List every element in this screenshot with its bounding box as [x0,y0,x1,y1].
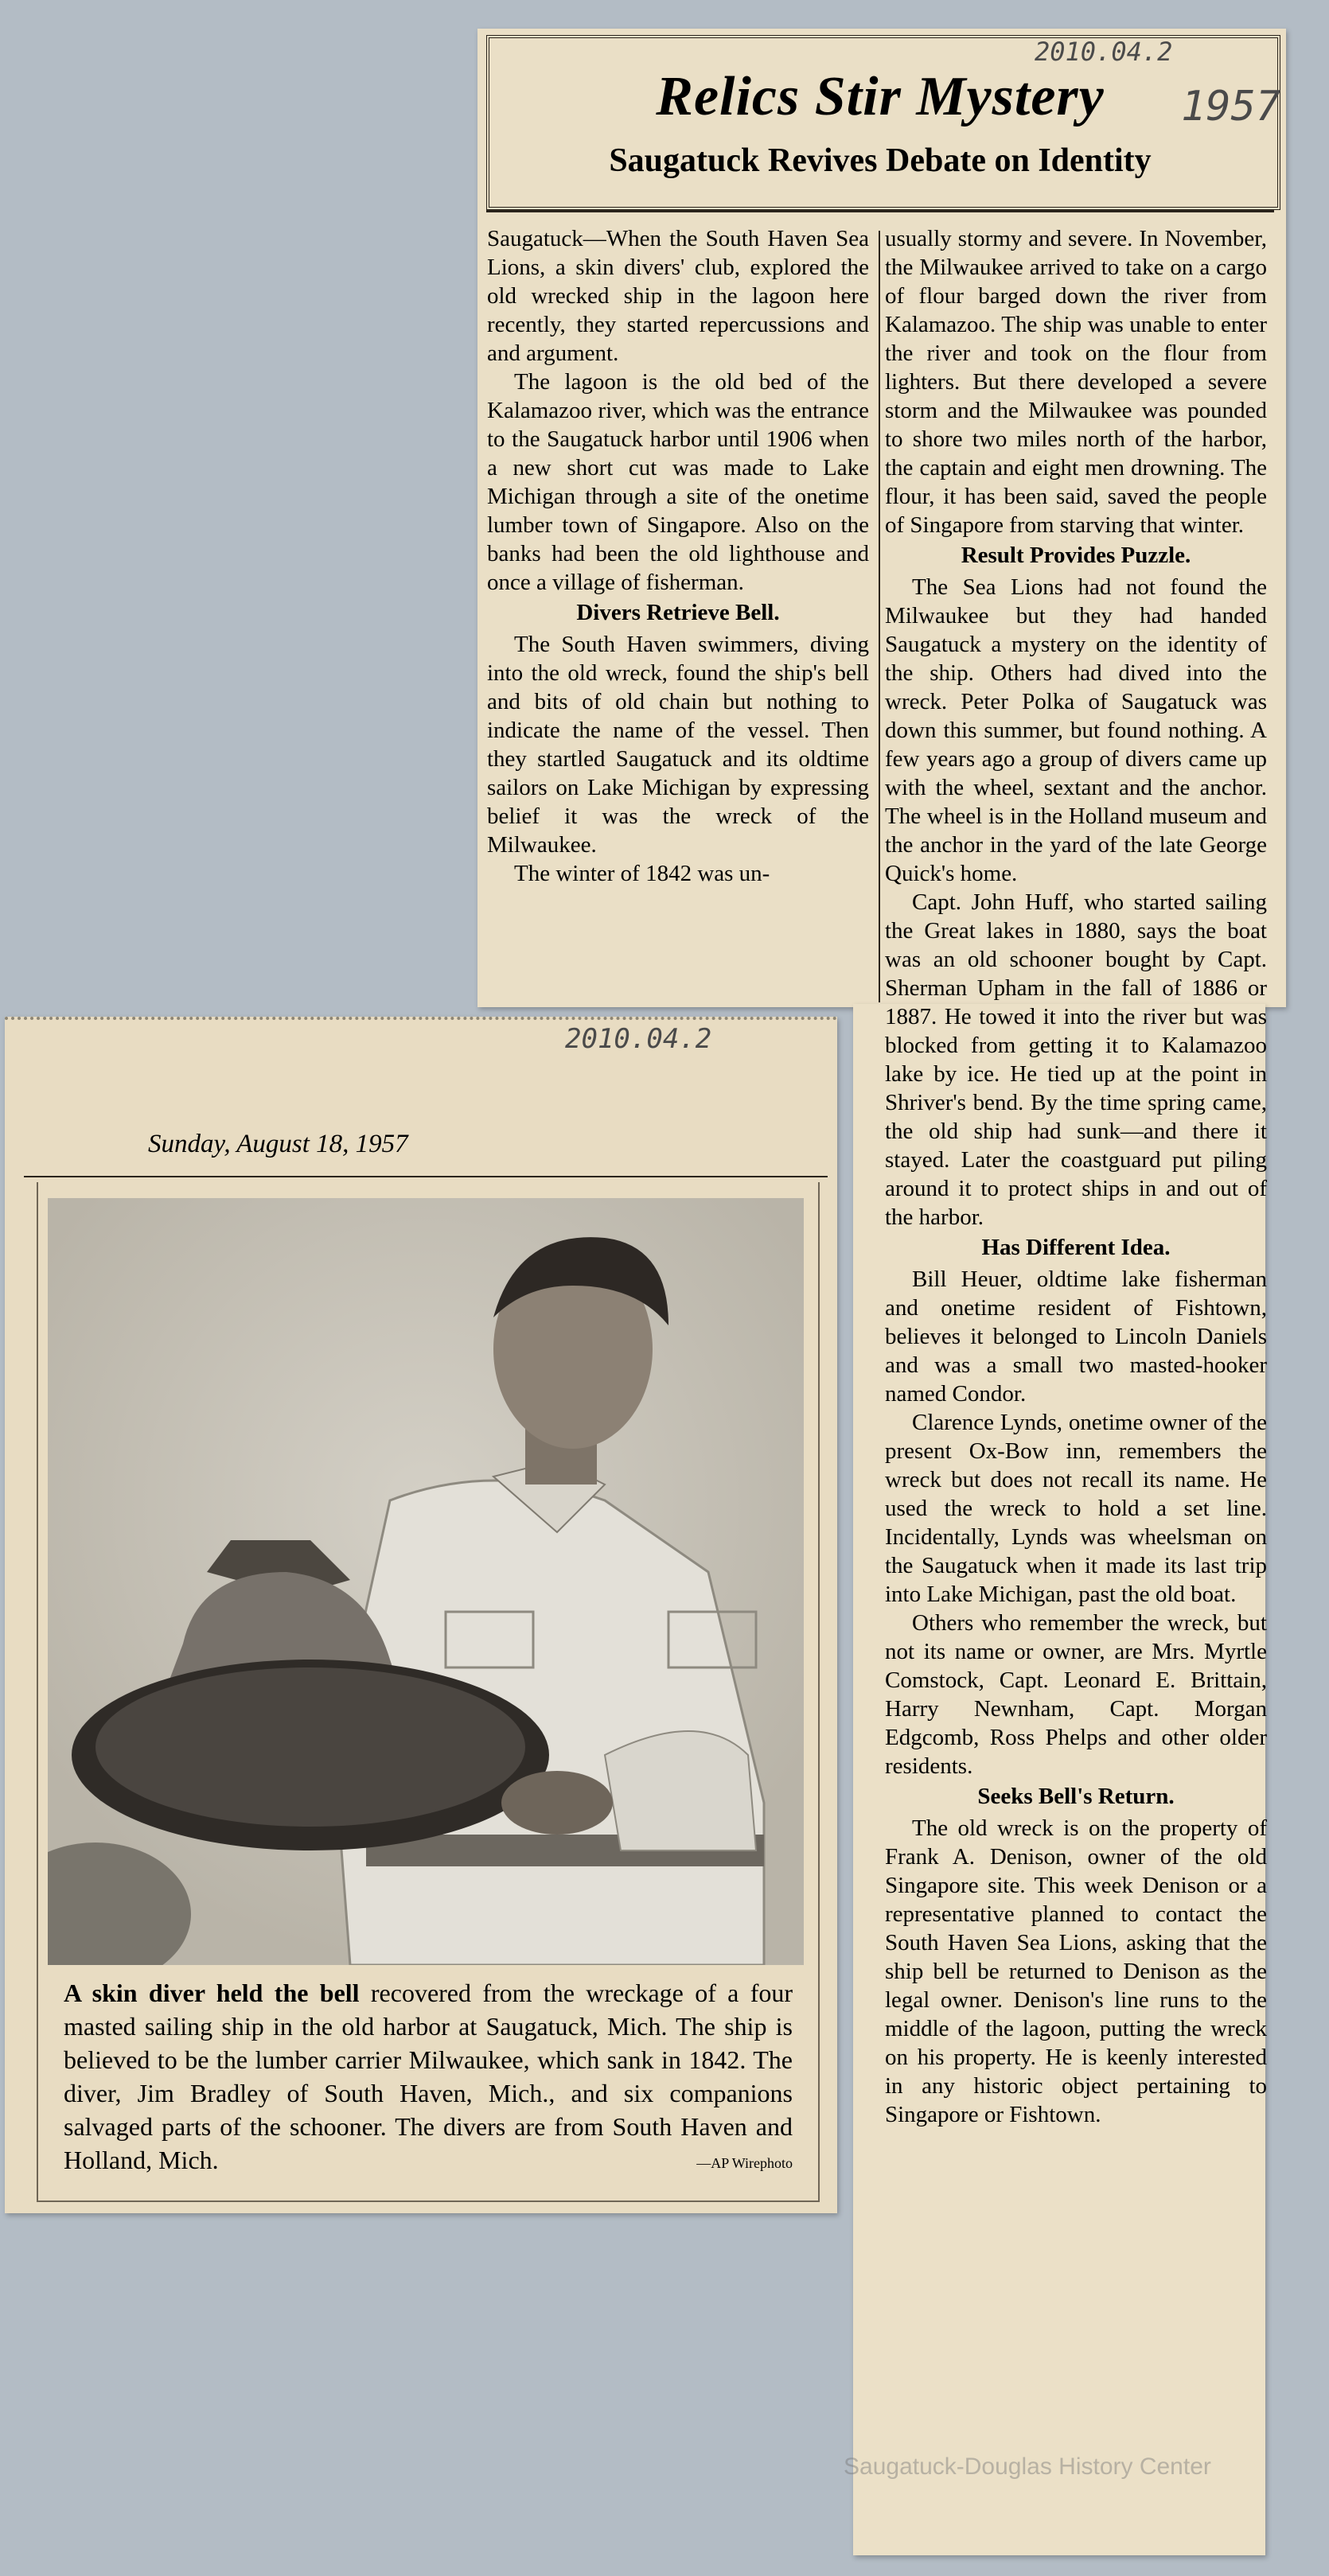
paragraph: Clarence Lynds, onetime owner of the present Ox-Bow inn, remembers the wreck but does not recall its name. He used the wreck to hold a set line. Incidentally, Lynds was wheelsman on the Saugatuck when it made its last trip into Lake Michigan, past the old boat. [885,1410,1267,1607]
paragraph: The South Haven swimmers, diving into the old wreck, found the ship's bell and bits of old chain but nothing to indicate the name of the vessel. Then they startled Saugatuck and its oldtime sailors on Lake Michigan by expressing belief it was the wreck of the Milwaukee. [487,632,869,858]
header-rule [486,210,1274,212]
section-heading: Result Provides Puzzle. [961,543,1191,568]
photo-border-left [37,1182,38,2200]
year-annotation: 1957 [1181,83,1281,130]
photo-archive-annotation: 2010.04.2 [565,1023,712,1055]
section-heading: Seeks Bell's Return. [977,1784,1175,1809]
headline: Relics Stir Mystery [656,66,1105,127]
watermark: Saugatuck-Douglas History Center [844,2453,1211,2480]
paragraph: The Sea Lions had not found the Milwaukee but they had handed Saugatuck a mystery on the identity of the ship. Others had dived into the wreck. Peter Polka of Saugatuck was down this summer, but found nothing. A few years ago a group of divers came up with the wheel, sextant and the anchor. The wheel is in the Holland museum and the anchor in the yard of the late George Quick's home. [885,574,1267,886]
paragraph: Capt. John Huff, who started sailing the Great lakes in 1880, says the boat was an old schooner bought by Capt. Sherman Upham in the fall of 1886 or 1887. He towed it into the river but was blocked from getting it to Kalamazoo lake by ice. He tied up at the point in Shriver's bend. By the time spring came, the old ship had sunk—and there it stayed. Later the coastguard put piling around it to protect ships in and out of the harbor. [885,889,1267,1230]
photo-border-right [818,1182,820,2200]
archive-number-annotation: 2010.04.2 [1035,37,1173,67]
section-heading: Has Different Idea. [981,1235,1171,1260]
paragraph: The winter of 1842 was un- [514,861,770,886]
dateline-rule [24,1176,828,1177]
paragraph: The lagoon is the old bed of the Kalamazoo river, which was the entrance to the Saugatuck harbor until 1906 when a new short cut was made to Lake Michigan through a site of the onetime lumber town of Singapore. Also on the banks had been the old lighthouse and once a village of fisherman. [487,369,869,595]
paragraph: The old wreck is on the property of Frank A. Denison, owner of the old Singapore site. This week Denison or a representative planned to contact the South Haven Sea Lions, asking that the ship bell be returned to Denison as the legal owner. Denison's line runs to the middle of the lagoon, putting the wreck on his property. He is keenly interested in any historic object pertaining to Singapore or Fishtown. [885,1815,1267,2127]
news-photo [48,1198,804,1965]
column-rule [879,231,880,1002]
diver-holding-bell-photo [48,1198,804,1965]
photo-credit: —AP Wirephoto [696,2155,793,2171]
caption-body: recovered from the wreckage of a four masted sailing ship in the old harbor at Saugatuck, Mich. The ship is believed to be the lumber carrier Milwaukee, which sank in 1842. The diver, Jim Bradley of South Haven, Mich., and six companions salvaged parts of the schooner. The divers are from South Haven and Holland, Mich. [64,1979,793,2174]
photo-caption [64,1976,793,2180]
dateline: Sunday, August 18, 1957 [148,1130,408,1158]
paragraph: Bill Heuer, oldtime lake fisherman and onetime resident of Fishtown, believes it belonged to Lincoln Daniels and was a small two masted-hooker named Condor. [885,1267,1267,1407]
paragraph: Others who remember the wreck, but not its name or owner, are Mrs. Myrtle Comstock, Capt. Leonard E. Brittain, Harry Newnham, Capt. Morgan Edgcomb, Ross Phelps and other older residents. [885,1610,1267,1779]
article-column-2 [885,224,1267,2129]
paragraph: usually stormy and severe. In November, the Milwaukee arrived to take on a cargo of flour barged down the river from Kalamazoo. The ship was unable to enter the river and took on the flour from lighters. But there developed a severe storm and the Milwaukee was pounded to shore two miles north of the harbor, the captain and eight men drowning. The flour, it has been said, saved the people of Singapore from starving that winter. [885,226,1267,538]
paragraph: Saugatuck—When the South Haven Sea Lions, a skin divers' club, explored the old wrecked ship in the lagoon here recently, they started repercussions and and argument. [487,226,869,366]
subheadline: Saugatuck Revives Debate on Identity [609,142,1152,179]
photo-border-bottom [37,2200,820,2202]
article-column-1 [487,224,869,888]
caption-lead: A skin diver held the bell [64,1979,360,2007]
section-heading: Divers Retrieve Bell. [576,600,780,625]
